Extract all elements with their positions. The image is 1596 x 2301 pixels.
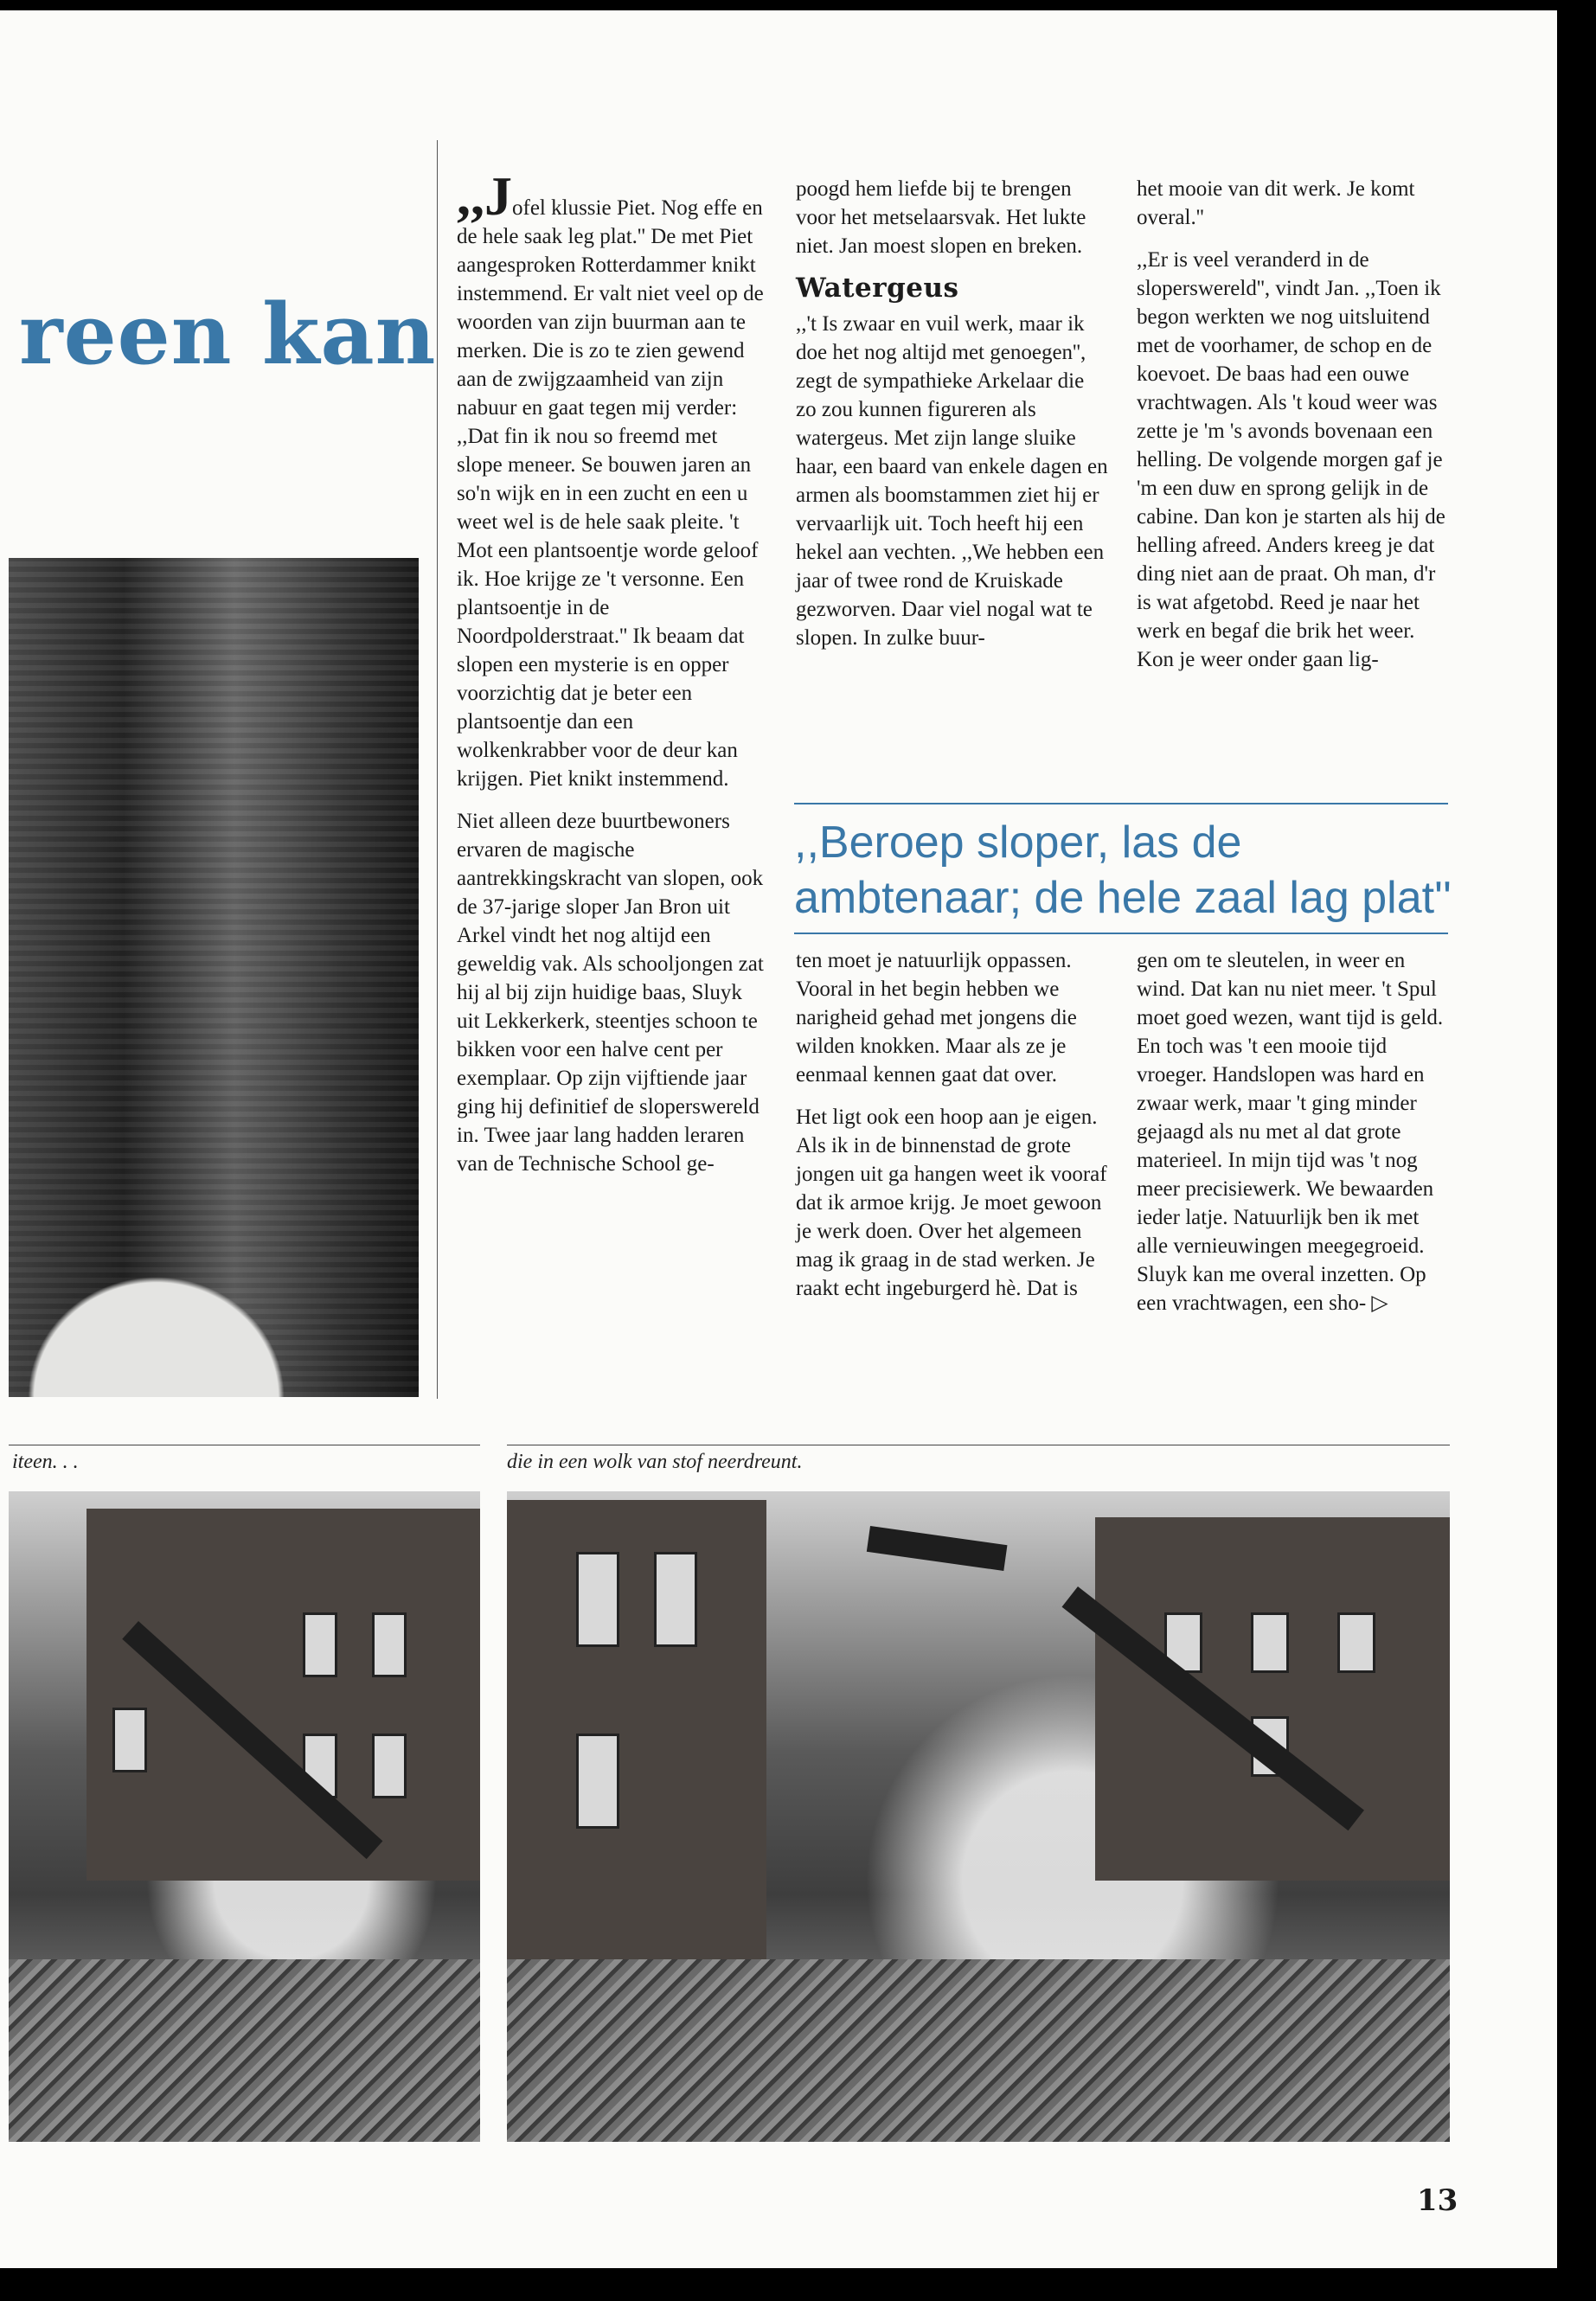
pull-quote-rule-top: [794, 803, 1448, 804]
article-column-3-lower: [1137, 946, 1452, 1331]
pull-quote: ,,Beroep sloper, las de ambtenaar; de hele zaal lag plat'': [794, 817, 1452, 923]
window: [112, 1708, 147, 1772]
portrait-photo: [9, 558, 419, 1397]
article-column-2-lower: [796, 946, 1109, 1317]
continue-arrow-icon: ▷: [1371, 1292, 1388, 1315]
dropcap: J: [484, 165, 512, 227]
opening-paragraph: [457, 165, 768, 793]
window: [372, 1734, 407, 1798]
demolition-photo-right: [507, 1491, 1450, 2142]
column-divider: [437, 140, 438, 1399]
building: [87, 1509, 480, 1881]
headline: reen kan: [19, 285, 437, 383]
paragraph: Niet alleen deze buurtbewoners ervaren de magische aantrekkingskracht van slopen, ook de 37-jarige sloper Jan Bron uit Arkel vindt het nog altijd een geweldig vak. Als schooljongen zat hij al bij zijn huidige baas, Sluyk uit Lekkerkerk, steentjes schoon te bikken voor een halve cent per exemplaar. Op zijn vijftiende jaar ging hij definitief de sloperswereld in. Twee jaar lang hadden leraren van de Technische School ge-: [457, 810, 764, 1176]
paragraph: ten moet je natuurlijk oppassen. Vooral in het begin hebben we narigheid gehad met jongens die wilden knokken. Maar als ze je eenmaal kennen gaat dat over.: [796, 949, 1077, 1086]
paragraph: het mooie van dit werk. Je komt overal.'': [1137, 177, 1415, 229]
magazine-page: [0, 10, 1557, 2268]
dropcap-quote: ,,: [457, 165, 484, 227]
window: [1337, 1612, 1375, 1673]
rubble: [9, 1959, 480, 2142]
window: [303, 1612, 337, 1677]
caption-right: die in een wolk van stof neerdreunt.: [507, 1451, 803, 1473]
building: [507, 1500, 766, 1984]
window: [654, 1552, 697, 1647]
building: [1095, 1517, 1450, 1881]
paragraph-text: gen om te sleutelen, in weer en wind. Dat kan nu niet meer. 't Spul moet goed wezen, want tijd is geld. En toch was 't een mooie tijd vroeger. Handslopen was hard en zwaar werk, maar 't ging minder gejaagd als nu met al dat grote materieel. In mijn tijd was 't nog meer precisiewerk. We bewaarden ieder latje. Natuurlijk ben ik met alle vernieuwingen meegegroeid. Sluyk kan me overal inzetten. Op een vrachtwagen, een sho-: [1137, 949, 1444, 1315]
paragraph: ,,'t Is zwaar en vuil werk, maar ik doe het nog altijd met genoegen'', zegt de sympathieke Arkelaar die zo zou kunnen figureren als watergeus. Met zijn lange sluike haar, een baard van enkele dagen en armen als boomstammen ziet hij er vervaarlijk uit. Toch heeft hij een hekel aan vechten. ,,We hebben een jaar of twee rond de Kruiskade gezworven. Daar viel nogal wat te slopen. In zulke buur-: [796, 312, 1108, 650]
window: [576, 1552, 619, 1647]
rubble: [507, 1959, 1450, 2142]
paragraph: ,,Er is veel veranderd in de sloperswereld'', vindt Jan. ,,Toen ik begon werkten we nog uitsluitend met de voorhamer, de schop en de koevoet. De baas had een ouwe vrachtwagen. Als 't koud weer was zette je 'm 's avonds bovenaan een helling. De volgende morgen gaf je 'm een duw en sprong gelijk in de cabine. Dan kon je starten als hij de helling afreed. Anders kreeg je dat ding niet aan de praat. Oh man, d'r is wat afgetobd. Reed je naar het werk en begaf die brik het weer. Kon je weer onder gaan lig-: [1137, 248, 1445, 671]
window: [372, 1612, 407, 1677]
page-number: 13: [1417, 2183, 1458, 2218]
article-column-3: [1137, 175, 1452, 688]
paragraph: poogd hem liefde bij te brengen voor het metselaarsvak. Het lukte niet. Jan moest slopen en breken.: [796, 177, 1086, 258]
pull-quote-rule-bottom: [794, 933, 1448, 934]
paragraph-text: ofel klussie Piet. Nog effe en de hele saak leg plat.'' De met Piet aangesproken Rotterdammer knikt instemmend. Er valt niet veel op de woorden van zijn buurman aan te merken. Die is zo te zien gewend aan de zwijgzaamheid van zijn nabuur en gaat tegen mij verder: ,,Dat fin ik nou so freemd met slope meneer. Se bouwen jaren an so'n wijk en in een zucht en een u weet wel is de hele saak pleite. 't Mot een plantsoentje worde geloof ik. Hoe krijge ze 't versonne. Een plantsoentje in de Noordpolderstraat.'' Ik beaam dat slopen een mysterie is en opper voorzichtig dat je beter een plantsoentje dan een wolkenkrabber voor de deur kan krijgen. Piet knikt instemmend.: [457, 196, 764, 791]
article-column-1: [457, 165, 768, 1192]
subheading: Watergeus: [796, 272, 959, 304]
caption-left: iteen. . .: [12, 1451, 79, 1473]
window: [576, 1734, 619, 1829]
excavator-arm: [867, 1526, 1008, 1571]
paragraph: Het ligt ook een hoop aan je eigen. Als ik in de binnenstad de grote jongen uit ga hangen weet ik vooraf dat ik armoe krijg. Je moet gewoon je werk doen. Over het algemeen mag ik graag in de stad werken. Je raakt echt ingeburgerd hè. Dat is: [796, 1106, 1107, 1300]
paragraph: [1137, 946, 1452, 1317]
article-column-2: [796, 175, 1109, 666]
demolition-photo-left: [9, 1491, 480, 2142]
window: [1251, 1612, 1289, 1673]
